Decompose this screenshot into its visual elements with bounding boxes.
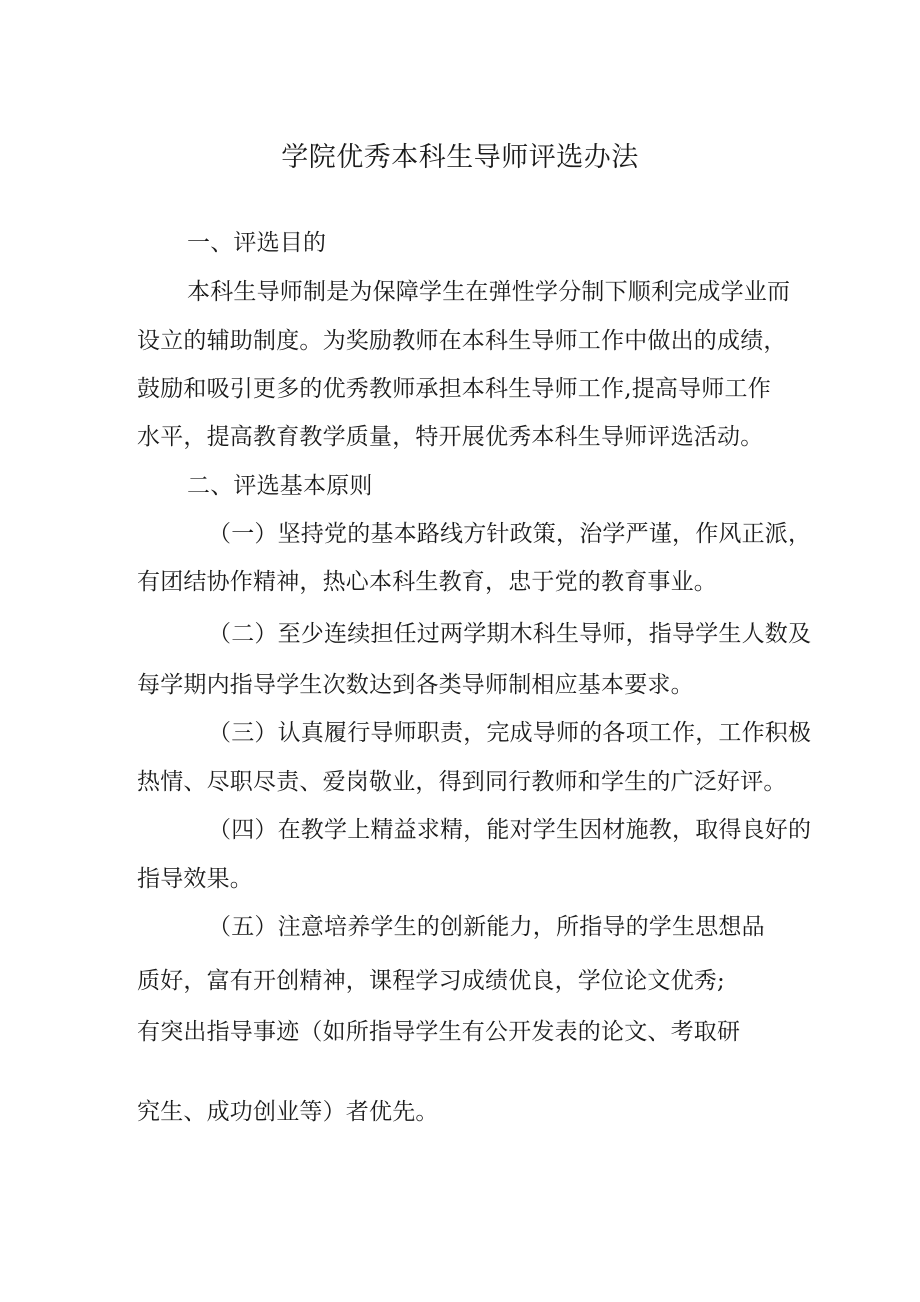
paragraph-line: 有团结协作精神，热心本科生教育，忠于党的教育事业。 (137, 569, 717, 595)
paragraph-line: （二）至少连续担任过两学期木科生导师，指导学生人数及 (208, 621, 812, 647)
paragraph-line: 热情、尽职尽责、爱岗敬业，得到同行教师和学生的广泛好评。 (137, 769, 787, 795)
paragraph-line: 水平，提高教育教学质量，特开展优秀本科生导师评选活动。 (137, 424, 764, 450)
paragraph-line: 究生、成功创业等）者优先。 (137, 1099, 439, 1125)
section-heading-1: 一、评选目的 (187, 230, 327, 256)
paragraph-line: 指导效果。 (137, 866, 253, 892)
document-title: 学院优秀本科生导师评选办法 (281, 142, 639, 173)
paragraph-line: 鼓励和吸引更多的优秀教师承担本科生导师工作,提高导师工作 (137, 376, 771, 402)
paragraph-line: （一）坚持党的基本路线方针政策，治学严谨，作风正派， (208, 521, 812, 547)
paragraph-line: 设立的辅助制度。为奖励教师在本科生导师工作中做出的成绩， (137, 328, 787, 354)
paragraph-line: （五）注意培养学生的创新能力，所指导的学生思想品 (208, 914, 765, 940)
paragraph-line: （四）在教学上精益求精，能对学生因材施教，取得良好的 (208, 817, 812, 843)
paragraph-line: 质好，富有开创精神，课程学习成绩优良，学位论文优秀; (137, 968, 725, 994)
paragraph-line: 每学期内指导学生次数达到各类导师制相应基本要求。 (137, 672, 694, 698)
paragraph-line: （三）认真履行导师职责，完成导师的各项工作，工作积极 (208, 720, 812, 746)
section-heading-2: 二、评选基本原则 (187, 473, 373, 499)
paragraph-line: 本科生导师制是为保障学生在弹性学分制下顺利完成学业而 (187, 279, 791, 305)
paragraph-line: 有突出指导事迹（如所指导学生有公开发表的论文、考取研 (137, 1019, 741, 1045)
